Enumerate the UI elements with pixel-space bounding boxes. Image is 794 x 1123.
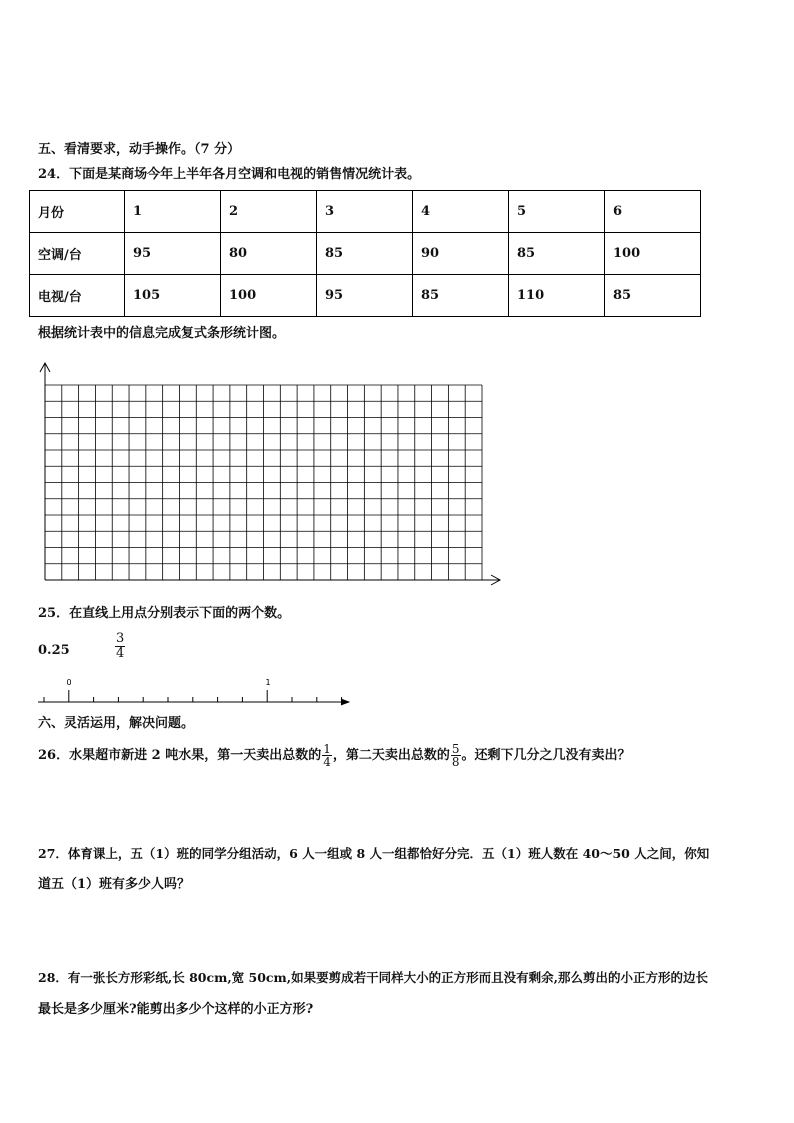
table-cell: 95	[317, 275, 413, 317]
table-cell: 95	[125, 233, 221, 275]
fraction-numerator: 5	[451, 742, 460, 756]
question-24-instruction: 根据统计表中的信息完成复式条形统计图。	[38, 326, 286, 341]
question-28-line-1: 28．有一张长方形彩纸,长 80cm,宽 50cm,如果要剪成若干同样大小的正方形而且没有剩余,那么剪出的小正方形的边长	[38, 970, 708, 985]
fraction-value	[114, 632, 126, 661]
y-axis-arrow-icon	[40, 363, 50, 372]
table-cell: 3	[317, 191, 413, 233]
question-26-part1: 26．水果超市新进 2 吨水果，第一天卖出总数的	[38, 748, 322, 763]
table-cell: 100	[221, 275, 317, 317]
table-cell: 80	[221, 233, 317, 275]
table-cell: 105	[125, 275, 221, 317]
question-27-line-2: 道五（1）班有多少人吗？	[38, 877, 191, 892]
table-row-ac	[30, 233, 701, 275]
table-cell: 85	[509, 233, 605, 275]
table-header-row	[30, 191, 701, 233]
table-cell: 月份	[30, 191, 125, 233]
question-28-line-2: 最长是多少厘米?能剪出多少个这样的小正方形?	[38, 1002, 314, 1017]
table-cell: 6	[605, 191, 701, 233]
table-cell: 90	[413, 233, 509, 275]
x-axis-arrow-icon	[491, 575, 500, 585]
table-cell: 1	[125, 191, 221, 233]
table-cell: 110	[509, 275, 605, 317]
fraction-denominator: 4	[116, 646, 125, 661]
decimal-value: 0.25	[38, 643, 70, 658]
question-24-title: 24．下面是某商场今年上半年各月空调和电视的销售情况统计表。	[38, 167, 421, 182]
question-26-part3: 。还剩下几分之几没有卖出？	[461, 748, 631, 763]
fraction-denominator: 4	[323, 755, 331, 769]
label-one: 1	[265, 678, 271, 687]
table-cell: 5	[509, 191, 605, 233]
question-26-part2: ，第二天卖出总数的	[332, 748, 450, 763]
label-zero: 0	[66, 678, 72, 687]
question-26	[38, 743, 631, 768]
sales-table	[29, 190, 701, 317]
fraction-numerator: 3	[116, 631, 125, 646]
number-line-arrow-icon	[341, 699, 349, 705]
table-cell: 4	[413, 191, 509, 233]
table-cell: 2	[221, 191, 317, 233]
table-cell: 100	[605, 233, 701, 275]
table-cell: 85	[413, 275, 509, 317]
section-5-heading: 五、看清要求，动手操作。（7 分）	[38, 142, 241, 157]
question-25-title: 25．在直线上用点分别表示下面的两个数。	[38, 606, 291, 621]
section-6-heading: 六、灵活运用，解决问题。	[38, 716, 195, 731]
fraction-denominator: 8	[451, 755, 460, 769]
fraction-numerator: 1	[323, 742, 331, 756]
table-row-tv	[30, 275, 701, 317]
table-cell: 85	[605, 275, 701, 317]
table-cell: 85	[317, 233, 413, 275]
table-cell: 空调/台	[30, 233, 125, 275]
question-27-line-1: 27．体育课上，五（1）班的同学分组活动，6 人一组或 8 人一组都恰好分完．五（1）班人数在 40～50 人之间，你知	[38, 846, 710, 861]
table-cell: 电视/台	[30, 275, 125, 317]
